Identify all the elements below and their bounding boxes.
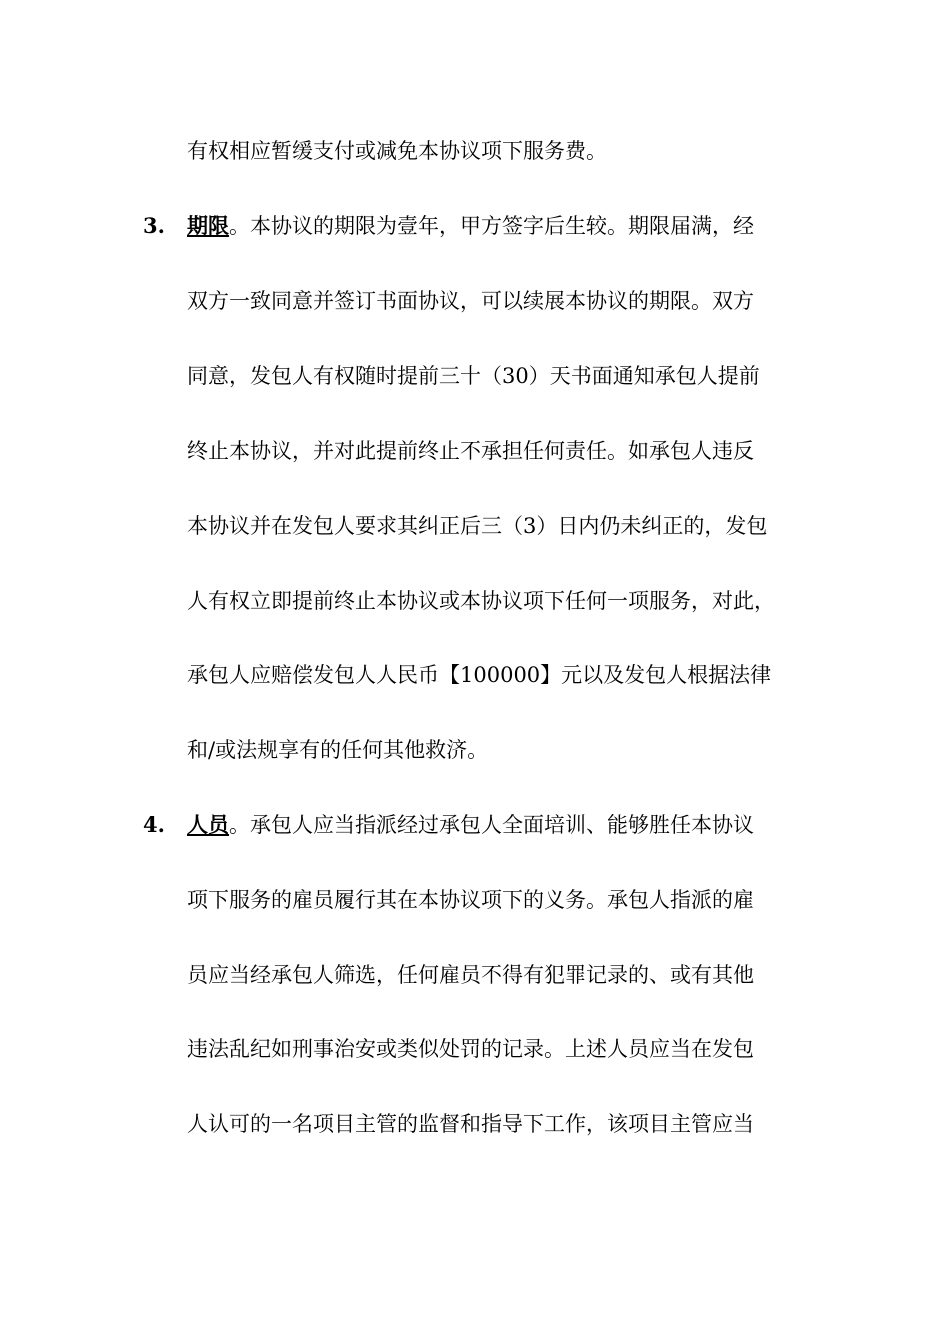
continuation-line: 有权相应暂缓支付或减免本协议项下服务费。: [187, 139, 607, 163]
clause-4-line: 违法乱纪如刑事治安或类似处罚的记录。上述人员应当在发包: [187, 1037, 754, 1061]
clause-4-heading: 人员: [187, 812, 229, 837]
clause-4-first-line-text: 。承包人应当指派经过承包人全面培训、能够胜任本协议: [229, 813, 754, 837]
clause-3-line: 承包人应赔偿发包人人民币【100000】元以及发包人根据法律: [187, 663, 772, 687]
clause-4-line: 项下服务的雇员履行其在本协议项下的义务。承包人指派的雇: [187, 888, 754, 912]
clause-3-heading: 期限: [187, 213, 229, 238]
clause-3-line: 终止本协议，并对此提前终止不承担任何责任。如承包人违反: [187, 439, 754, 463]
clause-3-line: 双方一致同意并签订书面协议，可以续展本协议的期限。双方: [187, 289, 754, 313]
clause-3-line: 同意，发包人有权随时提前三十（30）天书面通知承包人提前: [187, 364, 760, 388]
clause-3-line: 人有权立即提前终止本协议或本协议项下任何一项服务，对此，: [187, 589, 775, 613]
clause-3-line: 本协议并在发包人要求其纠正后三（3）日内仍未纠正的，发包: [187, 514, 768, 538]
clause-4-first-line: [187, 810, 754, 840]
clause-4-line: 人认可的一名项目主管的监督和指导下工作，该项目主管应当: [187, 1112, 754, 1136]
clause-4-line: 员应当经承包人筛选，任何雇员不得有犯罪记录的、或有其他: [187, 963, 754, 987]
clause-3-number: 3.: [143, 213, 165, 238]
clause-3-line: 和/或法规享有的任何其他救济。: [187, 738, 489, 762]
clause-3-first-line: [187, 211, 754, 241]
clause-4-number: 4.: [143, 812, 165, 837]
clause-3-first-line-text: 。本协议的期限为壹年，甲方签字后生较。期限届满，经: [229, 214, 754, 238]
